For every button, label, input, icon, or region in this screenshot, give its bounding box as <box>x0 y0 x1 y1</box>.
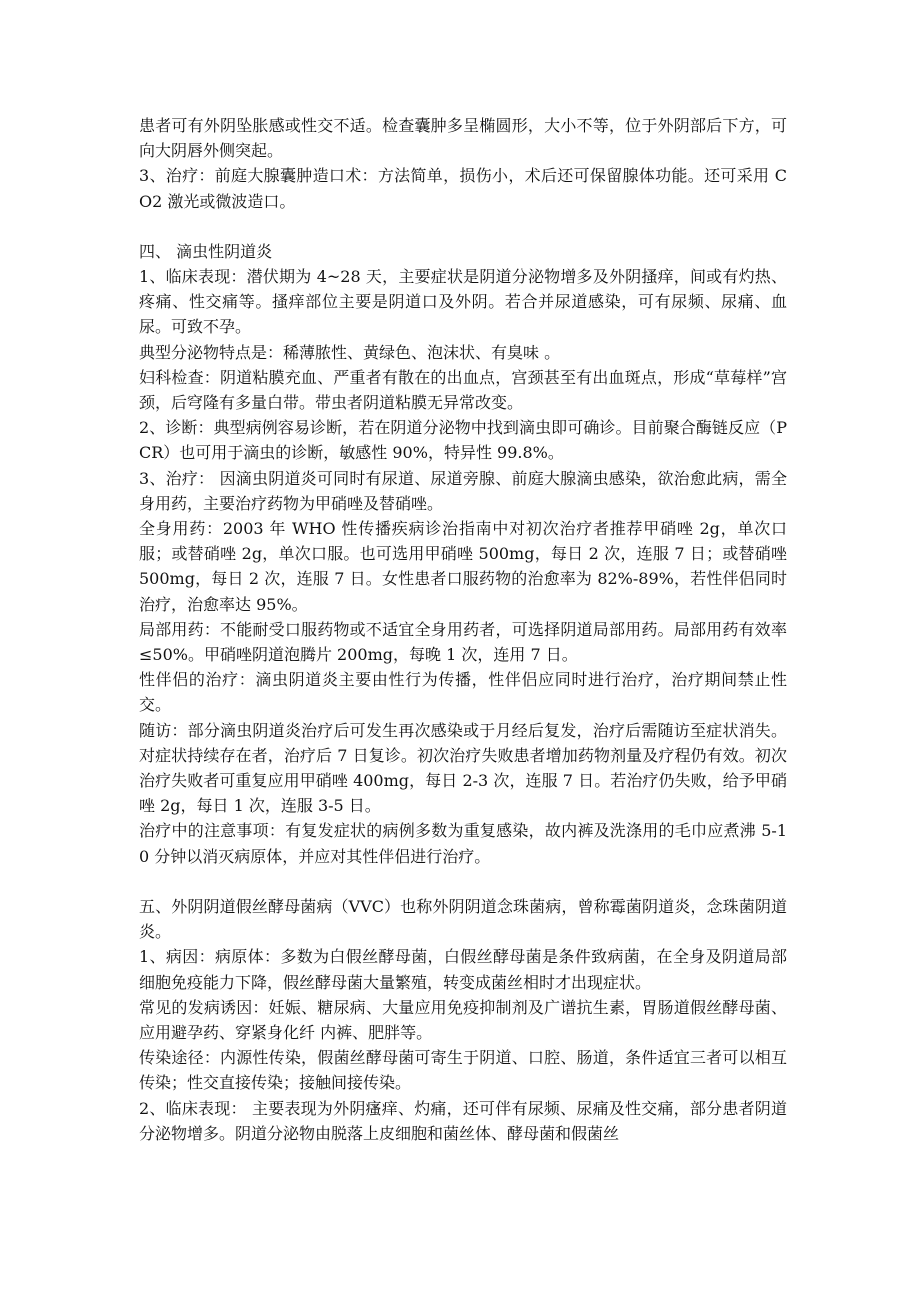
paragraph-diagnosis: 2、诊断：典型病例容易诊断，若在阴道分泌物中找到滴虫即可确诊。目前聚合酶链反应（PCR）也可用于滴虫的诊断，敏感性 90%，特异性 99.8%。 <box>139 418 787 463</box>
document-body <box>139 113 787 1146</box>
paragraph-partner-treatment: 性伴侣的治疗：滴虫阴道炎主要由性行为传播，性伴侣应同时进行治疗，治疗期间禁止性交。 <box>139 670 787 715</box>
paragraph-symptoms-cont: 患者可有外阴坠胀感或性交不适。检查囊肿多呈椭圆形，大小不等，位于外阴部后下方，可向大阴唇外侧突起。 <box>139 116 787 161</box>
paragraph-discharge-features: 典型分泌物特点是：稀薄脓性、黄绿色、泡沫状、有臭味 。 <box>139 342 561 362</box>
paragraph-vvc-triggers: 常见的发病诱因：妊娠、糖尿病、大量应用免疫抑制剂及广谱抗生素，胃肠道假丝酵母菌、应用避孕药、穿紧身化纤 内裤、肥胖等。 <box>139 997 787 1042</box>
paragraph-cyst-treatment: 3、治疗：前庭大腺囊肿造口术：方法简单，损伤小，术后还可保留腺体功能。还可采用 CO2 激光或微波造口。 <box>139 166 787 211</box>
paragraph-vvc-etiology: 1、病因：病原体：多数为白假丝酵母菌，白假丝酵母菌是条件致病菌，在全身及阴道局部细胞免疫能力下降，假丝酵母菌大量繁殖，转变成菌丝相时才出现症状。 <box>139 947 787 992</box>
paragraph-treatment: 3、治疗： 因滴虫阴道炎可同时有尿道、尿道旁腺、前庭大腺滴虫感染，欲治愈此病，需全身用药，主要治疗药物为甲硝唑及替硝唑。 <box>139 468 787 513</box>
paragraph-systemic-medication: 全身用药：2003 年 WHO 性传播疾病诊治指南中对初次治疗者推荐甲硝唑 2g，单次口服；或替硝唑 2g，单次口服。也可选用甲硝唑 500mg，每日 2 次，连服 7 日；或替硝唑 500mg，每日 2 次，连服 7 日。女性患者口服药物的治愈率为 82%-89%，若性伴侣同时治疗，治愈率达 95%。 <box>139 519 787 614</box>
paragraph-trichomonas-clinical: 1、临床表现：潜伏期为 4~28 天，主要症状是阴道分泌物增多及外阴搔痒，间或有灼热、疼痛、性交痛等。搔痒部位主要是阴道口及外阴。若合并尿道感染，可有尿频、尿痛、血尿。可致不孕。 <box>139 267 787 337</box>
section-heading-trichomonas: 四、 滴虫性阴道炎 <box>139 241 273 261</box>
paragraph-local-medication: 局部用药：不能耐受口服药物或不适宜全身用药者，可选择阴道局部用药。局部用药有效率≤50%。甲硝唑阴道泡腾片 200mg，每晚 1 次，连用 7 日。 <box>139 619 787 665</box>
section-heading-vvc: 五、外阴阴道假丝酵母菌病（VVC）也称外阴阴道念珠菌病，曾称霉菌阴道炎，念珠菌阴道炎。 <box>139 896 787 942</box>
paragraph-vvc-transmission: 传染途径：内源性传染，假菌丝酵母菌可寄生于阴道、口腔、肠道，条件适宜三者可以相互传染；性交直接传染；接触间接传染。 <box>139 1048 787 1093</box>
paragraph-vvc-clinical: 2、临床表现： 主要表现为外阴瘙痒、灼痛，还可伴有尿频、尿痛及性交痛，部分患者阴道分泌物增多。阴道分泌物由脱落上皮细胞和菌丝体、酵母菌和假菌丝 <box>139 1098 787 1143</box>
paragraph-precautions: 治疗中的注意事项：有复发症状的病例多数为重复感染，故内裤及洗涤用的毛巾应煮沸 5-10 分钟以消灭病原体，并应对其性伴侣进行治疗。 <box>139 821 787 866</box>
paragraph-gyn-exam: 妇科检查：阴道粘膜充血、严重者有散在的出血点，宫颈甚至有出血斑点，形成“草莓样”宫颈，后穹隆有多量白带。带虫者阴道粘膜无异常改变。 <box>139 367 787 413</box>
blank-line <box>139 214 787 239</box>
blank-line <box>139 869 787 894</box>
paragraph-follow-up: 随访：部分滴虫阴道炎治疗后可发生再次感染或于月经后复发，治疗后需随访至症状消失。对症状持续存在者，治疗后 7 日复诊。初次治疗失败患者增加药物剂量及疗程仍有效。初次治疗失败者可重复应用甲硝唑 400mg，每日 2-3 次，连服 7 日。若治疗仍失败，给予甲硝唑 2g，每日 1 次，连服 3-5 日。 <box>139 720 787 816</box>
